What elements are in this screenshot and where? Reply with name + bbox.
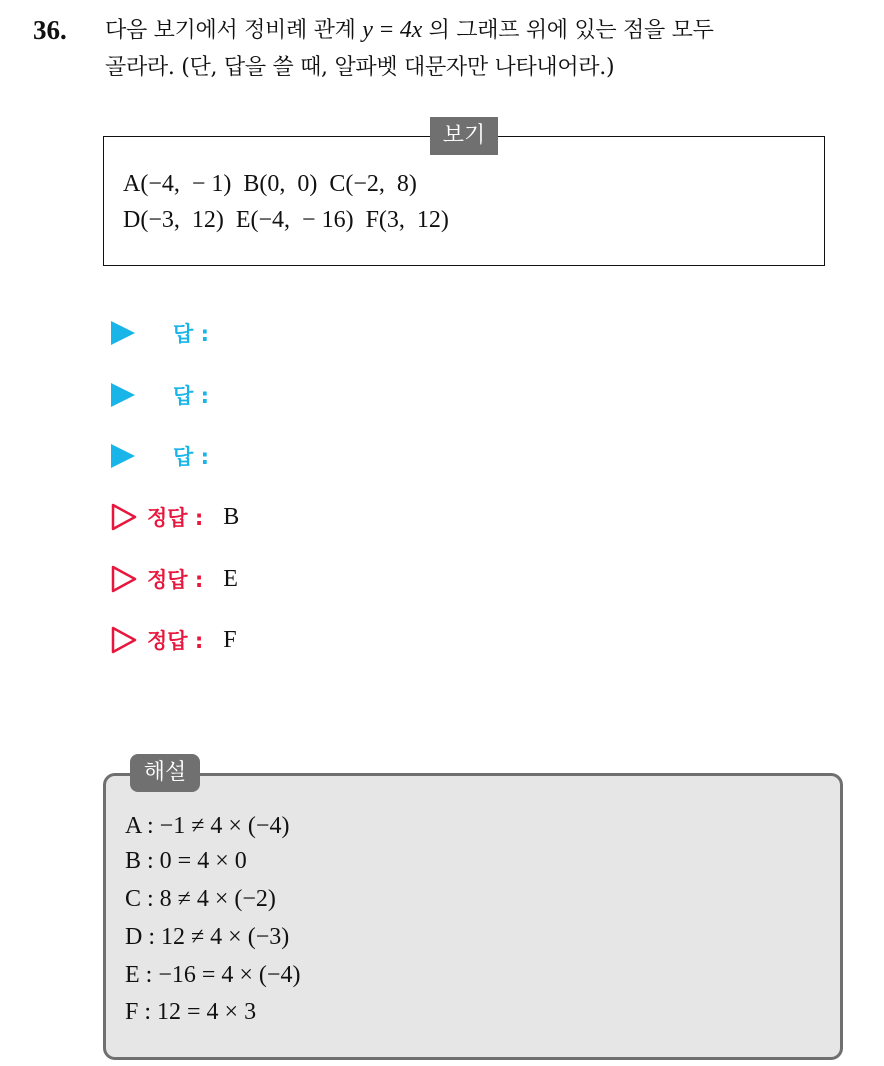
play-triangle-icon (111, 321, 135, 345)
play-triangle-icon (111, 383, 135, 407)
outline-triangle-icon (111, 503, 137, 531)
correct-answer-row (111, 497, 239, 537)
solution-title: 해설 (130, 754, 200, 792)
bogi-title: 보기 (430, 117, 498, 155)
answer-label: 답 : (173, 384, 209, 408)
play-triangle-icon (111, 444, 135, 468)
answer-row[interactable] (111, 375, 209, 415)
correct-answer-value: F (223, 626, 237, 653)
correct-answer-row (111, 620, 237, 660)
bogi-box (103, 136, 825, 266)
question-text (105, 12, 865, 86)
solution-line: C : 8 ≠ 4 × (−2) (125, 886, 276, 912)
question-text-before: 다음 보기에서 정비례 관계 (105, 18, 363, 43)
bogi-line-2: D(−3, 12) E(−4, − 16) F(3, 12) (123, 207, 449, 233)
outline-triangle-icon (111, 626, 137, 654)
answer-row[interactable] (111, 436, 209, 476)
solution-line: B : 0 = 4 × 0 (125, 848, 247, 874)
solution-line: E : −16 = 4 × (−4) (125, 962, 301, 988)
answer-label: 답 : (173, 322, 209, 346)
correct-answer-value: E (223, 565, 238, 592)
correct-answer-label: 정답 : (147, 629, 204, 653)
question-number: 36. (33, 15, 67, 45)
outline-triangle-icon (111, 565, 137, 593)
solution-line: A : −1 ≠ 4 × (−4) (125, 813, 290, 839)
correct-answer-label: 정답 : (147, 506, 204, 530)
question-text-line2: 골라라. (단, 답을 쓸 때, 알파벳 대문자만 나타내어라.) (105, 55, 615, 80)
answer-row[interactable] (111, 313, 209, 353)
bogi-line-1: A(−4, − 1) B(0, 0) C(−2, 8) (123, 171, 417, 197)
question-text-after: 의 그래프 위에 있는 점을 모두 (421, 18, 714, 43)
correct-answer-label: 정답 : (147, 568, 204, 592)
solution-line: D : 12 ≠ 4 × (−3) (125, 924, 290, 950)
question-equation: y = 4x (362, 17, 422, 43)
correct-answer-value: B (223, 503, 240, 530)
answer-label: 답 : (173, 445, 209, 469)
solution-line: F : 12 = 4 × 3 (125, 999, 257, 1025)
correct-answer-row (111, 559, 238, 599)
